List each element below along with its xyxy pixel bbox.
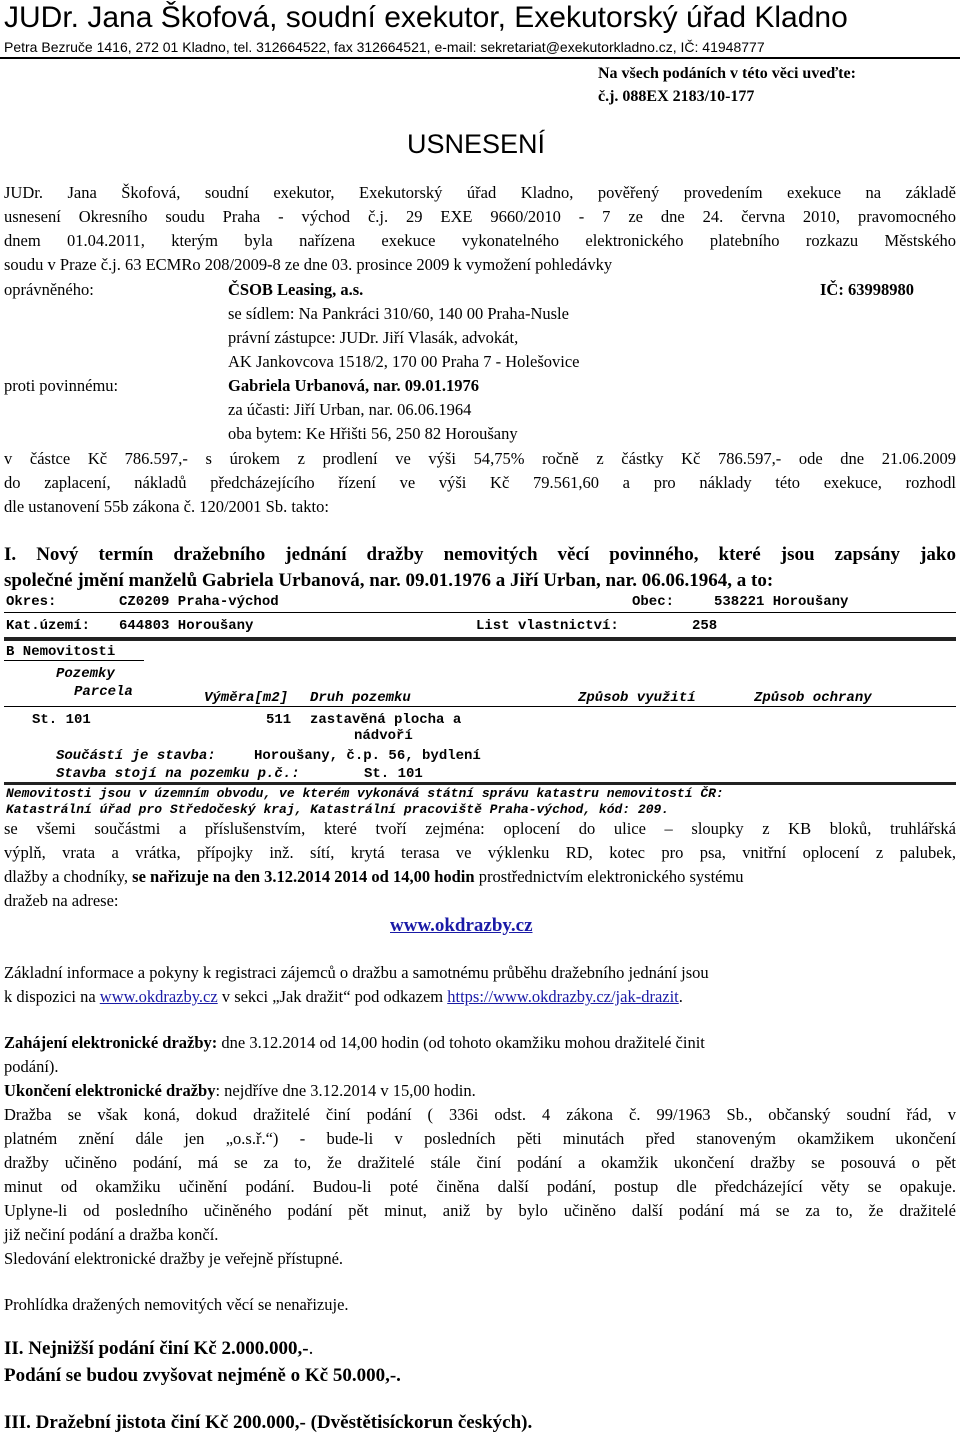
info-line-1: Základní informace a pokyny k registraci zájemců o dražbu a samotnému průběhu dražebního jednání jsou: [4, 963, 709, 982]
section-2-line-1: [4, 1336, 313, 1362]
section-1-line-1: I. Nový termín dražebního jednání dražby nemovitých věcí povinného, které jsou zapsány jako: [4, 544, 956, 565]
office-address-line: Petra Bezruče 1416, 272 01 Kladno, tel. 312664522, fax 312664521, e-mail: sekretariat@exekutorkladno.cz, IČ: 41948777: [4, 39, 765, 55]
case-reference: č.j. 088EX 2183/10-177: [598, 88, 755, 105]
info-line-2-pre: k dispozici na: [4, 987, 96, 1006]
rule-line-4: minut od okamžiku učinění podání. Budou-li poté činěna další podání, postup dle předcházející věty se opakuje.: [4, 1177, 956, 1196]
end-text: : nejdříve dne 3.12.2014 v 15,00 hodin.: [215, 1081, 476, 1100]
obec-label: Obec:: [632, 594, 675, 610]
creditor-ico: IČ: 63998980: [820, 280, 914, 299]
rule-line-5: Uplyne-li od posledního učiněného podání pět minut, aniž by bylo učiněno další podání má se za to, že dražitelé: [4, 1201, 956, 1220]
section-b-label: B Nemovitosti: [6, 644, 116, 660]
intro-line-4: soudu v Praze č.j. 63 ECMRo 208/2009-8 ze dne 03. prosince 2009 k vymožení pohledávky: [4, 255, 613, 274]
soucasti-value: Horoušany, č.p. 56, bydlení: [254, 748, 481, 764]
parcel-kind-1: zastavěná plocha a: [310, 712, 462, 728]
accessories-line-1: se všemi součástmi a příslušenstvím, které tvoří zejména: oplocení do ulice – sloupky z KB bloků, truhlářská: [4, 819, 956, 838]
section-1-line-2: společné jmění manželů Gabriela Urbanová, nar. 09.01.1976 a Jiří Urban, nar. 06.06.1964, a to:: [4, 570, 774, 591]
amount-line-3: dle ustanovení 55b zákona č. 120/2001 Sb. takto:: [4, 497, 329, 516]
cadastral-office: Katastrální úřad pro Středočeský kraj, Katastrální pracoviště Praha-východ, kód: 209.: [6, 802, 670, 817]
col-zpusob-vyuziti: Způsob využití: [578, 690, 696, 706]
document-title: USNESENÍ: [407, 129, 546, 159]
header-divider: [0, 57, 960, 59]
info-line-2: [4, 985, 683, 1009]
parcel-kind-2: nádvoří: [354, 728, 413, 744]
how-to-bid-link[interactable]: https://www.okdrazby.cz/jak-drazit: [447, 987, 679, 1006]
info-line-2-end: .: [678, 987, 683, 1006]
jurisdiction-note: Nemovitosti jsou v územním obvodu, ve kterém vykonává státní správu katastru nemovitostí ČR:: [6, 786, 724, 801]
auction-portal-link[interactable]: www.okdrazby.cz: [390, 915, 533, 936]
pozemky-label: Pozemky: [56, 666, 115, 682]
end-label: Ukončení elektronické dražby: [4, 1081, 216, 1100]
creditor-representative-address: AK Jankovcova 1518/2, 170 00 Praha 7 - Holešovice: [228, 352, 580, 371]
rule-line-3: dražby učiněno podání, má se za to, že dražitelé stále činí podání a okamžik ukončení dražby se posouvá o pět: [4, 1153, 956, 1172]
accessories-line-3-pre: dlažby a chodníky,: [4, 867, 129, 886]
start-line: [4, 1031, 705, 1055]
parcel-area: 511: [266, 712, 292, 728]
cadastre-rule-3: [4, 706, 956, 707]
rule-line-6: již nečiní podání a dražba končí.: [4, 1225, 219, 1244]
soucasti-label: Součástí je stavba:: [56, 748, 216, 764]
rule-line-2: platném znění dále jen „o.s.ř.“) - bude-li v posledních pěti minutách před stanoveným okamžikem ukončení: [4, 1129, 956, 1148]
start-text: dne 3.12.2014 od 14,00 hodin (od tohoto okamžiku mohou dražitelé činit: [221, 1033, 705, 1052]
accessories-line-4: dražeb na adrese:: [4, 891, 119, 910]
col-druh: Druh pozemku: [310, 690, 411, 706]
auction-date-order: se nařizuje na den 3.12.2014 2014 od 14,00 hodin: [132, 867, 475, 886]
parcel-number: St. 101: [32, 712, 91, 728]
accessories-line-2: výplň, vrata a vrátka, přípojky inž. sítí, krytá terasa ve výklenku RD, kotec pro psa, vnitřní oplocení z palubek,: [4, 843, 956, 862]
cadastre-extract: [4, 592, 956, 818]
bid-increment: Podání se budou zvyšovat nejméně o Kč 50.000,-.: [4, 1365, 401, 1386]
creditor-label: oprávněného:: [4, 280, 94, 299]
cadastre-rule-1: [4, 612, 956, 613]
debtor-name: Gabriela Urbanová, nar. 09.01.1976: [228, 376, 480, 395]
col-zpusob-ochrany: Způsob ochrany: [754, 690, 872, 706]
minimum-bid: II. Nejnižší podání činí Kč 2.000.000,-: [4, 1338, 309, 1359]
debtor-label: proti povinnému:: [4, 376, 119, 395]
info-line-2-mid: v sekci „Jak dražit“ pod odkazem: [221, 987, 444, 1006]
intro-line-1: JUDr. Jana Škofová, soudní exekutor, Exekutorský úřad Kladno, pověřený provedením exekuce na základě: [4, 183, 956, 202]
co-debtor: za účasti: Jiří Urban, nar. 06.06.1964: [228, 400, 472, 419]
intro-line-3: dnem 01.04.2011, kterým byla nařízena exekuce vykonatelného elektronického platebního rozkazu Městského: [4, 231, 956, 250]
end-line: [4, 1079, 476, 1103]
stavba-value: St. 101: [364, 766, 423, 782]
cadastre-band-2: [4, 782, 956, 785]
col-vymera: Výměra[m2]: [204, 690, 289, 706]
lv-label: List vlastnictví:: [476, 618, 619, 634]
rule-line-1: Dražba se však koná, dokud dražitelé činí podání ( 336i odst. 4 zákona č. 99/1963 Sb., občanský soudní řád, v: [4, 1105, 956, 1124]
amount-line-2: do zaplacení, nákladů předcházejícího řízení ve výši Kč 79.561,60 a pro náklady této exekuce, rozhodl: [4, 473, 956, 492]
debtor-address: oba bytem: Ke Hřišti 56, 250 82 Horoušany: [228, 424, 518, 443]
bailiff-office-title: JUDr. Jana Škofová, soudní exekutor, Exekutorský úřad Kladno: [4, 1, 848, 34]
creditor-representative: právní zástupce: JUDr. Jiří Vlasák, advokát,: [228, 328, 519, 347]
okres-label: Okres:: [6, 594, 57, 610]
inspection-note: Prohlídka dražených nemovitých věcí se nenařizuje.: [4, 1295, 349, 1314]
intro-line-2: usnesení Okresního soudu Praha - východ č.j. 29 EXE 9660/2010 - 7 ze dne 24. června 2010, pravomocného: [4, 207, 956, 226]
lv-value: 258: [692, 618, 718, 634]
reference-note: Na všech podáních v této věci uveďte:: [598, 65, 856, 82]
accessories-line-3-post: prostřednictvím elektronického systému: [478, 867, 744, 886]
minimum-bid-end: .: [308, 1338, 314, 1359]
amount-line-1: v částce Kč 786.597,- s úrokem z prodlení ve výši 54,75% ročně z částky Kč 786.597,- ode dne 21.06.2009: [4, 449, 956, 468]
accessories-line-3: [4, 865, 744, 889]
katuzemi-value: 644803 Horoušany: [119, 618, 254, 634]
portal-link[interactable]: www.okdrazby.cz: [99, 987, 218, 1006]
start-label: Zahájení elektronické dražby:: [4, 1033, 218, 1052]
auction-deposit: III. Dražební jistota činí Kč 200.000,- (Dvěstětisíckorun českých).: [4, 1412, 533, 1433]
cadastre-rule-2: [4, 660, 144, 661]
okres-value: CZ0209 Praha-východ: [119, 594, 279, 610]
start-text-continued: podání).: [4, 1057, 59, 1076]
creditor-seat: se sídlem: Na Pankráci 310/60, 140 00 Praha-Nusle: [228, 304, 569, 323]
stavba-label: Stavba stojí na pozemku p.č.:: [56, 766, 300, 782]
obec-value: 538221 Horoušany: [714, 594, 849, 610]
creditor-name: ČSOB Leasing, a.s.: [228, 280, 364, 299]
public-access-note: Sledování elektronické dražby je veřejně přístupné.: [4, 1249, 344, 1268]
katuzemi-label: Kat.území:: [6, 618, 91, 634]
parcela-label: Parcela: [74, 684, 133, 700]
cadastre-band: [4, 637, 956, 641]
